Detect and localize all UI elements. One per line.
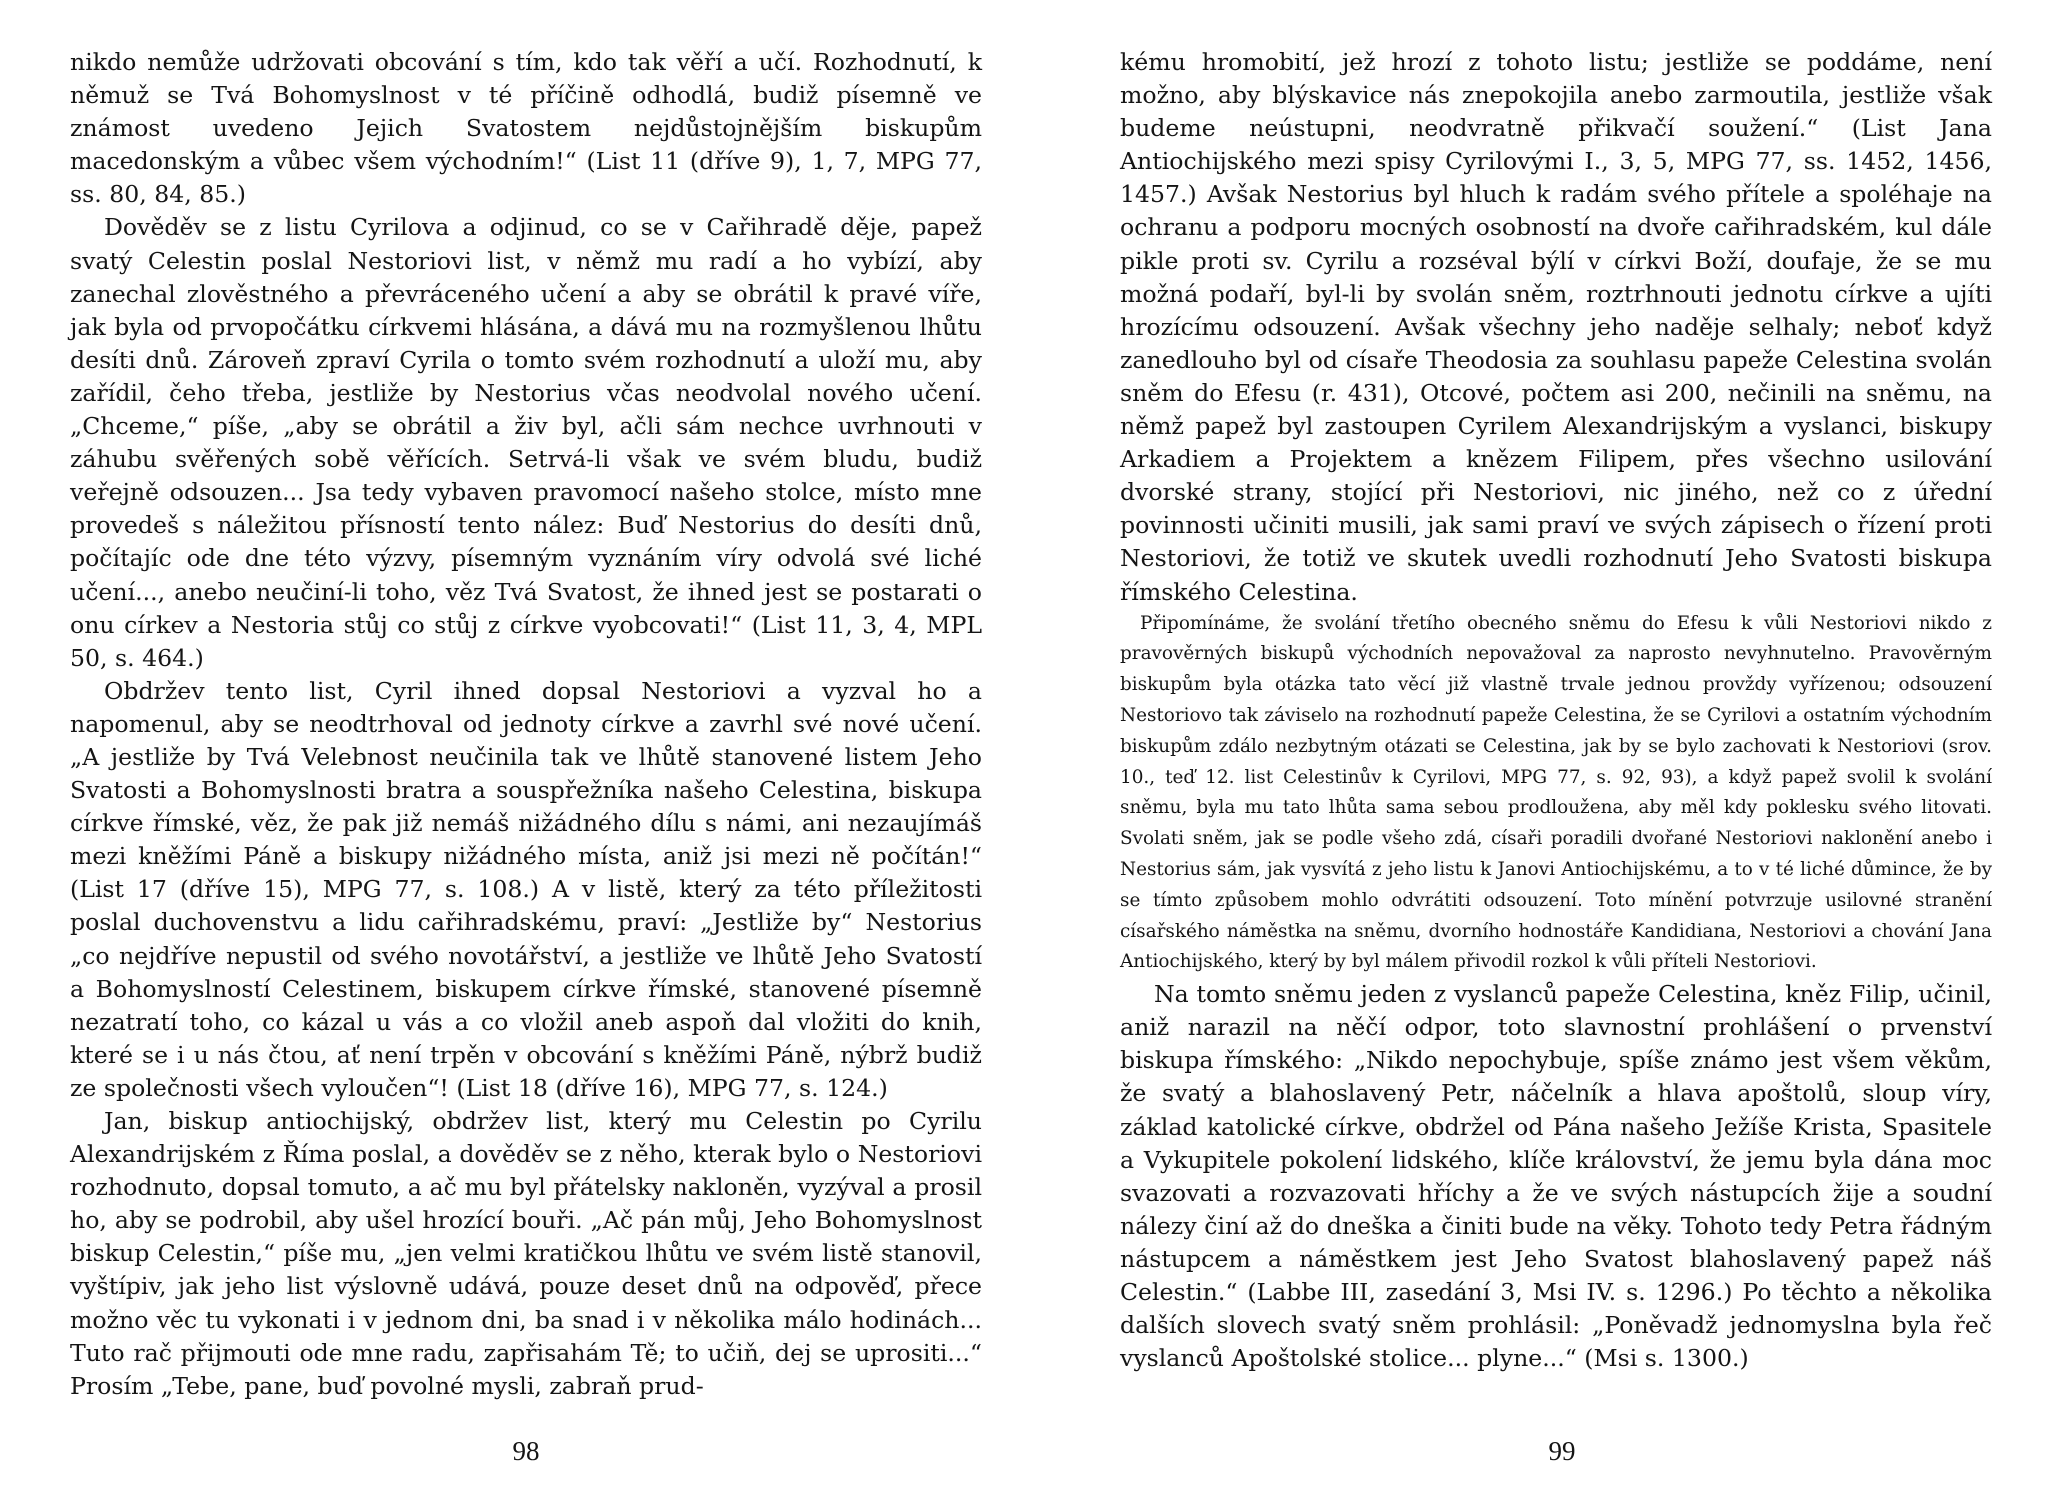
left-page: [70, 46, 982, 1403]
page-number: 98: [512, 1436, 540, 1466]
paragraph: Dověděv se z listu Cyrilova a odjinud, co se v Cařihradě děje, papež svatý Celestin poslal Nestoriovi list, v němž mu radí a ho vybízí, aby zanechal zlověstného a převráceného učení a aby se obrátil k pravé víře, jak byla od prvopočátku církvemi hlásána, a dává mu na rozmyšlenou lhůtu desíti dnů. Zároveň zpraví Cyrila o tomto svém rozhodnutí a uloží mu, aby zařídil, čeho třeba, jestliže by Nestorius včas neodvolal nového učení. „Chceme,“ píše, „aby se obrátil a živ byl, ačli sám nechce uvrhnouti v záhubu svěřených sobě věřících. Setrvá-li však ve svém bludu, budiž veřejně odsouzen... Jsa tedy vybaven pravomocí našeho stolce, místo mne provedeš s náležitou přísností tento nález: Buď Nestorius do desíti dnů, počítajíc ode dne této výzvy, písemným vyznáním víry odvolá své liché učení..., anebo neučiní-li toho, věz Tvá Svatost, že ihned jest se postarati o onu církev a Nestoria stůj co stůj z církve vyobcovati!“ (List 11, 3, 4, MPL 50, s. 464.): [70, 213, 982, 672]
right-page: [1120, 46, 1992, 1375]
left-page-text: [70, 46, 982, 1403]
paragraph: Na tomto sněmu jeden z vyslanců papeže Celestina, kněz Filip, učinil, aniž narazil na něčí odpor, toto slavnostní prohlášení o prvenství biskupa římského: „Nikdo nepochybuje, spíše známo jest všem věkům, že svatý a blahoslavený Petr, náčelník a hlava apoštolů, sloup víry, základ katolické církve, obdržel od Pána našeho Ježíše Krista, Spasitele a Vykupitele pokolení lidského, klíče království, že jemu byla dána moc svazovati a rozvazovati hříchy a že ve svých nástupcích žije a soudní nálezy činí až do dneška a činiti bude na věky. Tohoto tedy Petra řádným nástupcem a náměstkem jest Jeho Svatost blahoslavený papež náš Celestin.“ (Labbe III, zasedání 3, Msi IV. s. 1296.) Po těchto a několika dalších slovech svatý sněm prohlásil: „Poněvadž jednomyslna byla řeč vyslanců Apoštolské stolice... plyne...“ (Msi s. 1300.): [1120, 980, 1992, 1373]
paragraph: kému hromobití, jež hrozí z tohoto listu; jestliže se poddáme, není možno, aby blýskavice nás znepokojila anebo zarmoutila, jestliže však budeme neústupni, neodvratně přikvačí soužení.“ (List Jana Antiochijského mezi spisy Cyrilovými I., 3, 5, MPG 77, ss. 1452, 1456, 1457.) Avšak Nestorius byl hluch k radám svého přítele a spoléhaje na ochranu a podporu mocných osobností na dvoře cařihradském, kul dále pikle proti sv. Cyrilu a rozséval býlí v církvi Boží, doufaje, že se mu možná podaří, byl-li by svolán sněm, roztrhnouti jednotu církve a ujíti hrozícímu odsouzení. Avšak všechny jeho naděje selhaly; neboť když zanedlouho byl od císaře Theodosia za souhlasu papeže Celestina svolán sněm do Efesu (r. 431), Otcové, počtem asi 200, nečinili na sněmu, na němž papež byl zastoupen Cyrilem Alexandrijským a vyslanci, biskupy Arkadiem a Projektem a knězem Filipem, přes všechno usilování dvorské strany, stojící při Nestoriovi, nic jiného, než co z úřední povinnosti učiniti musili, jak sami praví ve svých zápisech o řízení proti Nestoriovi, že totiž ve skutek uvedli rozhodnutí Jeho Svatosti biskupa římského Celestina.: [1120, 48, 1992, 606]
paragraph: Jan, biskup antiochijský, obdržev list, který mu Celestin po Cyrilu Alexandrijském z Říma poslal, a dověděv se z něho, kterak bylo o Nestoriovi rozhodnuto, dopsal tomuto, a ač mu byl přátelsky nakloněn, vyzýval a prosil ho, aby se podrobil, aby ušel hrozící bouři. „Ač pán můj, Jeho Bohomyslnost biskup Celestin,“ píše mu, „jen velmi kratičkou lhůtu ve svém listě stanovil, vyštípiv, jak jeho list výslovně udává, pouze deset dnů na odpověď, přece možno věc tu vykonati i v jednom dni, ba snad i v několika málo hodinách... Tuto rač přijmouti ode mne radu, zapřisahám Tě; to učiň, dej se uprositi...“ Prosím „Tebe, pane, buď povolné mysli, zabraň prud-: [70, 1107, 982, 1400]
right-page-text: [1120, 46, 1992, 1375]
paragraph: Obdržev tento list, Cyril ihned dopsal Nestoriovi a vyzval ho a napomenul, aby se neodtrhoval od jednoty církve a zavrhl své nové učení. „A jestliže by Tvá Velebnost neučinila tak ve lhůtě stanovené listem Jeho Svatosti a Bohomyslnosti bratra a souspřežníka našeho Celestina, biskupa církve římské, věz, že pak již nemáš nižádného dílu s námi, ani nezaujímáš mezi kněžími Páně a biskupy nižádného místa, aniž jsi mezi ně počítán!“ (List 17 (dříve 15), MPG 77, s. 108.) A v listě, který za této příležitosti poslal duchovenstvu a lidu cařihradskému, praví: „Jestliže by“ Nestorius „co nejdříve nepustil od svého novotářství, a jestliže ve lhůtě Jeho Svatostí a Bohomyslností Celestinem, biskupem církve římské, stanovené písemně nezatratí toho, co kázal u vás a co vložil aneb aspoň dal vložiti do knih, které se i u nás čtou, ať není trpěn v obcování s kněžími Páně, nýbrž budiž ze společnosti všech vyloučen“! (List 18 (dříve 16), MPG 77, s. 124.): [70, 676, 982, 1102]
footnote-paragraph: Připomínáme, že svolání třetího obecného sněmu do Efesu k vůli Nestoriovi nikdo z pravověrných biskupů východních nepovažoval za naprosto nevyhnutelno. Pravověrným biskupům byla otázka tato věcí již vlastně trvale jednou provždy vyřízenou; odsouzení Nestoriovo tak záviselo na rozhodnutí papeže Celestina, že se Cyrilovi a ostatním východním biskupům zdálo nezbytným otázati se Celestina, jak by se bylo zachovati k Nestoriovi (srov. 10., teď 12. list Celestinův k Cyrilovi, MPG 77, s. 92, 93), a když papež svolil k svolání sněmu, byla mu tato lhůta sama sebou prodloužena, aby měl kdy poklesku svého litovati. Svolati sněm, jak se podle všeho zdá, císaři poradili dvořané Nestoriovi naklonění anebo i Nestorius sám, jak vysvítá z jeho listu k Janovi Antiochijskému, a to v té liché důmince, že by se tímto způsobem mohlo odvrátiti odsouzení. Toto mínění potvrzuje usilovné stranění císařského náměstka na sněmu, dvorního hodnostáře Kandidiana, Nestoriovi a chování Jana Antiochijského, který by byl málem přivodil rozkol k vůli příteli Nestoriovi.: [1120, 612, 1992, 973]
paragraph: nikdo nemůže udržovati obcování s tím, kdo tak věří a učí. Rozhodnutí, k němuž se Tvá Bohomyslnost v té příčině odhodlá, budiž písemně ve známost uvedeno Jejich Svatostem nejdůstojnějším biskupům macedonským a vůbec všem východním!“ (List 11 (dříve 9), 1, 7, MPG 77, ss. 80, 84, 85.): [70, 48, 982, 209]
page-number: 99: [1548, 1436, 1576, 1466]
